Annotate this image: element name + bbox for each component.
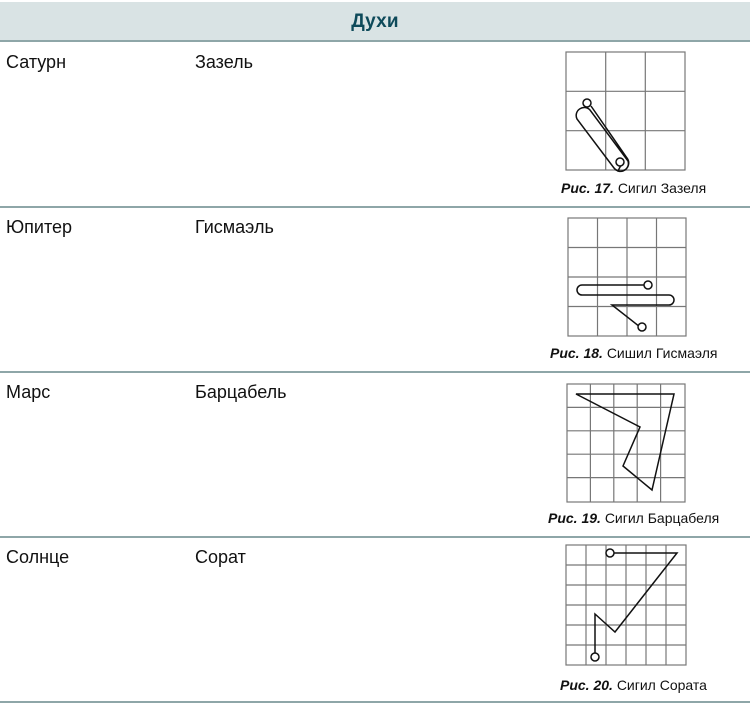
figure-number: Рис. 19. [548,510,601,526]
table-row-saturn [0,42,750,206]
figure-caption [561,180,706,196]
table-row-mars [0,372,750,536]
gismael-sigil-figure [567,217,687,337]
table-row-sun [0,537,750,701]
spirit-name: Барцабель [195,382,287,402]
figure-number: Рис. 18. [550,345,603,361]
figure-text: Сигил Сората [616,677,707,693]
figure-text: Сигил Барцабеля [604,510,720,526]
table-header [0,2,750,42]
spirit-name: Сорат [195,547,246,567]
planet-name: Юпитер [6,217,73,237]
sorath-sigil-figure [565,544,687,666]
figure-text: Сишил Гисмаэля [606,345,718,361]
spirit-name: Гисмаэль [195,217,274,237]
zazel-sigil-figure [565,51,687,171]
figure-caption [550,345,717,361]
planet-name: Марс [6,382,51,402]
figure-caption [548,510,719,526]
figure-text: Сигил Зазеля [617,180,707,196]
bartzabel-sigil-figure [566,383,686,503]
figure-number: Рис. 17. [561,180,614,196]
spirit-name: Зазель [195,52,254,72]
figure-caption [560,677,707,693]
planet-name: Солнце [6,547,70,567]
table-row-jupiter [0,207,750,371]
figure-number: Рис. 20. [560,677,613,693]
table-title: Духи [351,11,399,32]
planet-name: Сатурн [6,52,67,72]
